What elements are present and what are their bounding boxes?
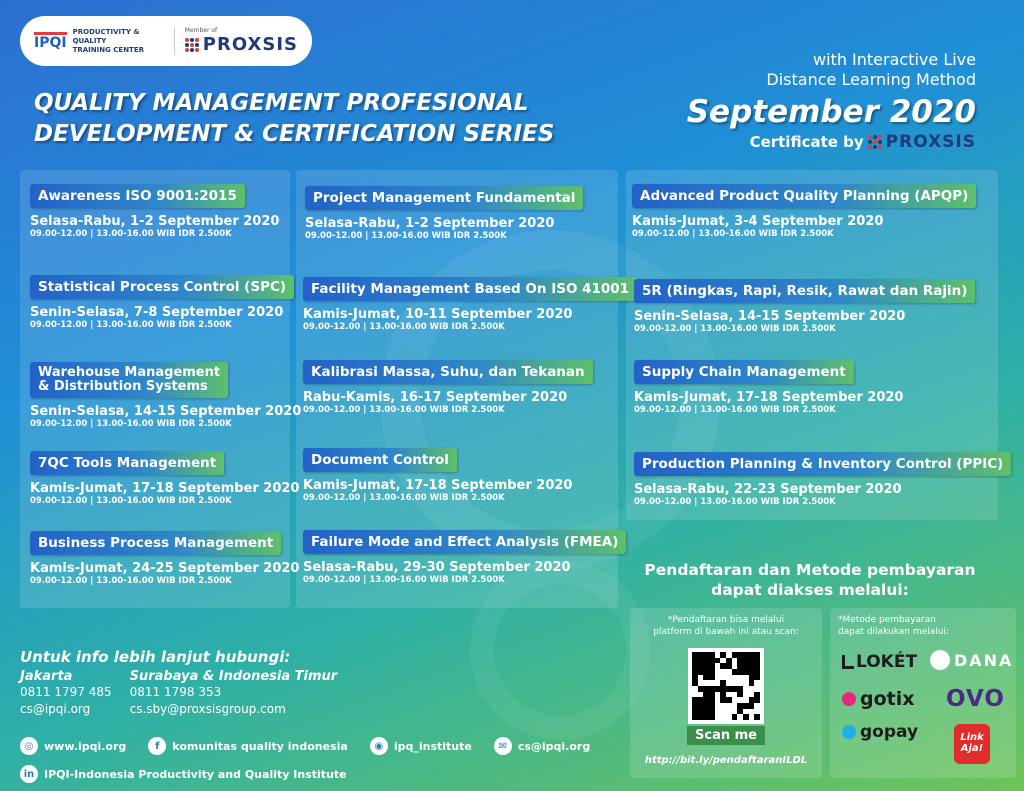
registration-note (638, 614, 814, 638)
proxsis-dots-icon (868, 135, 882, 149)
course-title: Failure Mode and Effect Analysis (FMEA) (303, 530, 626, 554)
course-item (30, 184, 279, 239)
course-title: Supply Chain Management (634, 360, 854, 384)
contact-columns (20, 669, 337, 718)
course-title: Project Management Fundamental (305, 186, 583, 210)
contact-email[interactable]: cs@ipqi.org (20, 702, 91, 716)
facebook-label: komunitas quality indonesia (172, 739, 348, 753)
certificate-proxsis-logo (868, 132, 976, 152)
loket-logo (842, 652, 917, 672)
course-time-price: 09.00-12.00 | 13.00-16.00 WIB IDR 2.500K (30, 496, 232, 506)
linkedin-label: IPQI-Indonesia Productivity and Quality Institute (44, 767, 347, 781)
ipqi-line2: TRAINING CENTER (72, 45, 145, 54)
website-label: www.ipqi.org (44, 739, 127, 753)
course-date: Selasa-Rabu, 1-2 September 2020 (30, 214, 280, 229)
proxsis-wordmark: PROXSIS (202, 34, 298, 55)
instagram-label: ipq_institute (393, 739, 472, 753)
course-item (305, 186, 583, 241)
course-date: Senin-Selasa, 14-15 September 2020 (634, 309, 906, 324)
linkaja-line2: Aja! (960, 743, 984, 754)
social-row (20, 736, 610, 756)
course-item (634, 452, 1011, 507)
contact-city: Surabaya & Indonesia Timur (129, 669, 338, 684)
course-date: Kamis-Jumat, 17-18 September 2020 (30, 481, 300, 496)
ovo-logo: OVO (946, 686, 1005, 712)
linkedin-link[interactable] (20, 765, 347, 783)
ipqi-logo-text (73, 28, 164, 55)
dana-wordmark: DANA (954, 650, 1014, 670)
proxsis-member (174, 27, 298, 55)
registration-note-line2: platform di bawah ini atau scan: (653, 627, 799, 637)
method-line1: with Interactive Live (813, 50, 976, 69)
contact-email[interactable]: cs.sby@proxsisgroup.com (129, 702, 286, 716)
course-time-price: 09.00-12.00 | 13.00-16.00 WIB IDR 2.500K (30, 229, 232, 239)
registration-box (630, 608, 822, 778)
instagram-link[interactable] (370, 737, 472, 755)
payment-box (830, 608, 1016, 778)
course-time-price: 09.00-12.00 | 13.00-16.00 WIB IDR 2.500K (634, 324, 836, 334)
payment-note-line1: *Metode pembayaran (838, 615, 936, 625)
email-link[interactable] (494, 737, 590, 755)
course-item (303, 277, 637, 332)
registration-heading-line2: dapat diakses melalui: (711, 581, 909, 599)
contact-phone[interactable]: 0811 1798 353 (129, 685, 222, 699)
course-item (303, 448, 572, 503)
course-item (303, 530, 626, 585)
course-title-line1: Warehouse Management (38, 365, 221, 380)
payment-methods (838, 644, 1014, 774)
facebook-icon: f (148, 737, 166, 755)
page-title-line1: QUALITY MANAGEMENT PROFESIONAL (34, 90, 529, 116)
course-time-price: 09.00-12.00 | 13.00-16.00 WIB IDR 2.500K (30, 320, 232, 330)
course-title: Awareness ISO 9001:2015 (30, 184, 245, 208)
registration-note-line1: *Pendaftaran bisa melalui (667, 615, 785, 625)
gopay-icon (842, 725, 856, 739)
payment-note-line2: dapat dilakukan melalui: (838, 627, 949, 637)
course-item (30, 451, 299, 506)
certificate-proxsis-wordmark: PROXSIS (885, 132, 976, 152)
member-of-label: Member of (184, 27, 218, 34)
gotix-icon (842, 692, 856, 706)
course-time-price: 09.00-12.00 | 13.00-16.00 WIB IDR 2.500K (632, 229, 834, 239)
course-date: Senin-Selasa, 14-15 September 2020 (30, 404, 302, 419)
course-time-price: 09.00-12.00 | 13.00-16.00 WIB IDR 2.500K (305, 231, 507, 241)
page-title (34, 88, 614, 150)
gotix-wordmark: gotix (860, 688, 915, 710)
course-date: Selasa-Rabu, 29-30 September 2020 (303, 560, 571, 575)
course-date: Senin-Selasa, 7-8 September 2020 (30, 305, 284, 320)
linkaja-logo (954, 724, 990, 764)
instagram-icon: ◉ (370, 737, 388, 755)
contact-phone[interactable]: 0811 1797 485 (20, 685, 112, 699)
gotix-logo (842, 688, 915, 710)
course-title (30, 362, 228, 398)
course-date: Kamis-Jumat, 17-18 September 2020 (634, 390, 904, 405)
ipqi-line1: PRODUCTIVITY & QUALITY (72, 27, 140, 45)
page-title-line2: DEVELOPMENT & CERTIFICATION SERIES (34, 121, 555, 147)
scan-me-label: Scan me (687, 726, 765, 745)
payment-note (838, 614, 1008, 638)
course-title: Production Planning & Inventory Control (PPIC) (634, 452, 1011, 476)
course-title: Facility Management Based On ISO 41001 (303, 277, 637, 301)
course-time-price: 09.00-12.00 | 13.00-16.00 WIB IDR 2.500K (303, 493, 505, 503)
course-title-line2: & Distribution Systems (38, 379, 208, 394)
contact-jakarta (20, 669, 112, 718)
ipqi-logo (34, 28, 164, 55)
course-item (30, 275, 294, 330)
course-time-price: 09.00-12.00 | 13.00-16.00 WIB IDR 2.500K (30, 576, 232, 586)
logo-header (20, 16, 312, 66)
registration-heading-line1: Pendaftaran dan Metode pembayaran (644, 561, 976, 579)
globe-icon: ◎ (20, 737, 38, 755)
course-time-price: 09.00-12.00 | 13.00-16.00 WIB IDR 2.500K (30, 419, 232, 429)
event-info (687, 50, 976, 152)
course-date: Selasa-Rabu, 1-2 September 2020 (305, 216, 555, 231)
course-title: Kalibrasi Massa, Suhu, dan Tekanan (303, 360, 593, 384)
course-title: 5R (Ringkas, Rapi, Resik, Rawat dan Rajin) (634, 279, 975, 303)
gopay-logo (842, 722, 918, 742)
course-item (303, 360, 593, 415)
certificate-by-label: Certificate by (749, 133, 864, 151)
course-time-price: 09.00-12.00 | 13.00-16.00 WIB IDR 2.500K (634, 405, 836, 415)
contact-info (20, 648, 337, 718)
mail-icon: ✉ (494, 737, 512, 755)
dana-logo (930, 650, 1013, 670)
proxsis-logo (185, 34, 298, 55)
registration-heading (626, 560, 994, 600)
course-item (30, 531, 299, 586)
course-item (634, 360, 903, 415)
course-time-price: 09.00-12.00 | 13.00-16.00 WIB IDR 2.500K (634, 497, 836, 507)
course-time-price: 09.00-12.00 | 13.00-16.00 WIB IDR 2.500K (303, 322, 505, 332)
loket-icon (842, 655, 854, 669)
course-date: Kamis-Jumat, 3-4 September 2020 (632, 214, 884, 229)
course-title: Business Process Management (30, 531, 281, 555)
course-date: Kamis-Jumat, 10-11 September 2020 (303, 307, 573, 322)
course-date: Kamis-Jumat, 24-25 September 2020 (30, 561, 300, 576)
course-date: Rabu-Kamis, 16-17 September 2020 (303, 390, 568, 405)
contact-city: Jakarta (20, 669, 73, 684)
course-item (634, 279, 975, 334)
facebook-link[interactable] (148, 737, 348, 755)
contact-surabaya (130, 669, 338, 718)
course-date: Selasa-Rabu, 22-23 September 2020 (634, 482, 902, 497)
registration-link[interactable]: http://bit.ly/pendaftaranILDL (644, 755, 808, 766)
certificate-by (687, 132, 976, 152)
course-title: Advanced Product Quality Planning (APQP) (632, 184, 976, 208)
qr-code-icon[interactable] (688, 648, 764, 724)
contact-heading: Untuk info lebih lanjut hubungi: (20, 648, 291, 666)
social-links (20, 736, 610, 784)
course-date: Kamis-Jumat, 17-18 September 2020 (303, 478, 573, 493)
website-link[interactable] (20, 737, 126, 755)
event-month: September 2020 (686, 94, 976, 130)
method-line2: Distance Learning Method (766, 70, 976, 89)
course-title: 7QC Tools Management (30, 451, 224, 475)
course-time-price: 09.00-12.00 | 13.00-16.00 WIB IDR 2.500K (303, 405, 505, 415)
course-title: Statistical Process Control (SPC) (30, 275, 294, 299)
proxsis-dots-icon (185, 38, 199, 52)
course-title: Document Control (303, 448, 457, 472)
course-item (632, 184, 976, 239)
social-row (20, 764, 610, 784)
loket-wordmark: LOKÉT (856, 652, 918, 672)
dana-icon (930, 650, 950, 670)
course-time-price: 09.00-12.00 | 13.00-16.00 WIB IDR 2.500K (303, 575, 505, 585)
linkedin-icon: in (20, 765, 38, 783)
course-item (30, 362, 301, 429)
email-label: cs@ipqi.org (517, 739, 591, 753)
gopay-wordmark: gopay (860, 722, 919, 742)
ipqi-mark: IPQI (34, 32, 67, 50)
linkaja-line1: Link (960, 732, 984, 743)
